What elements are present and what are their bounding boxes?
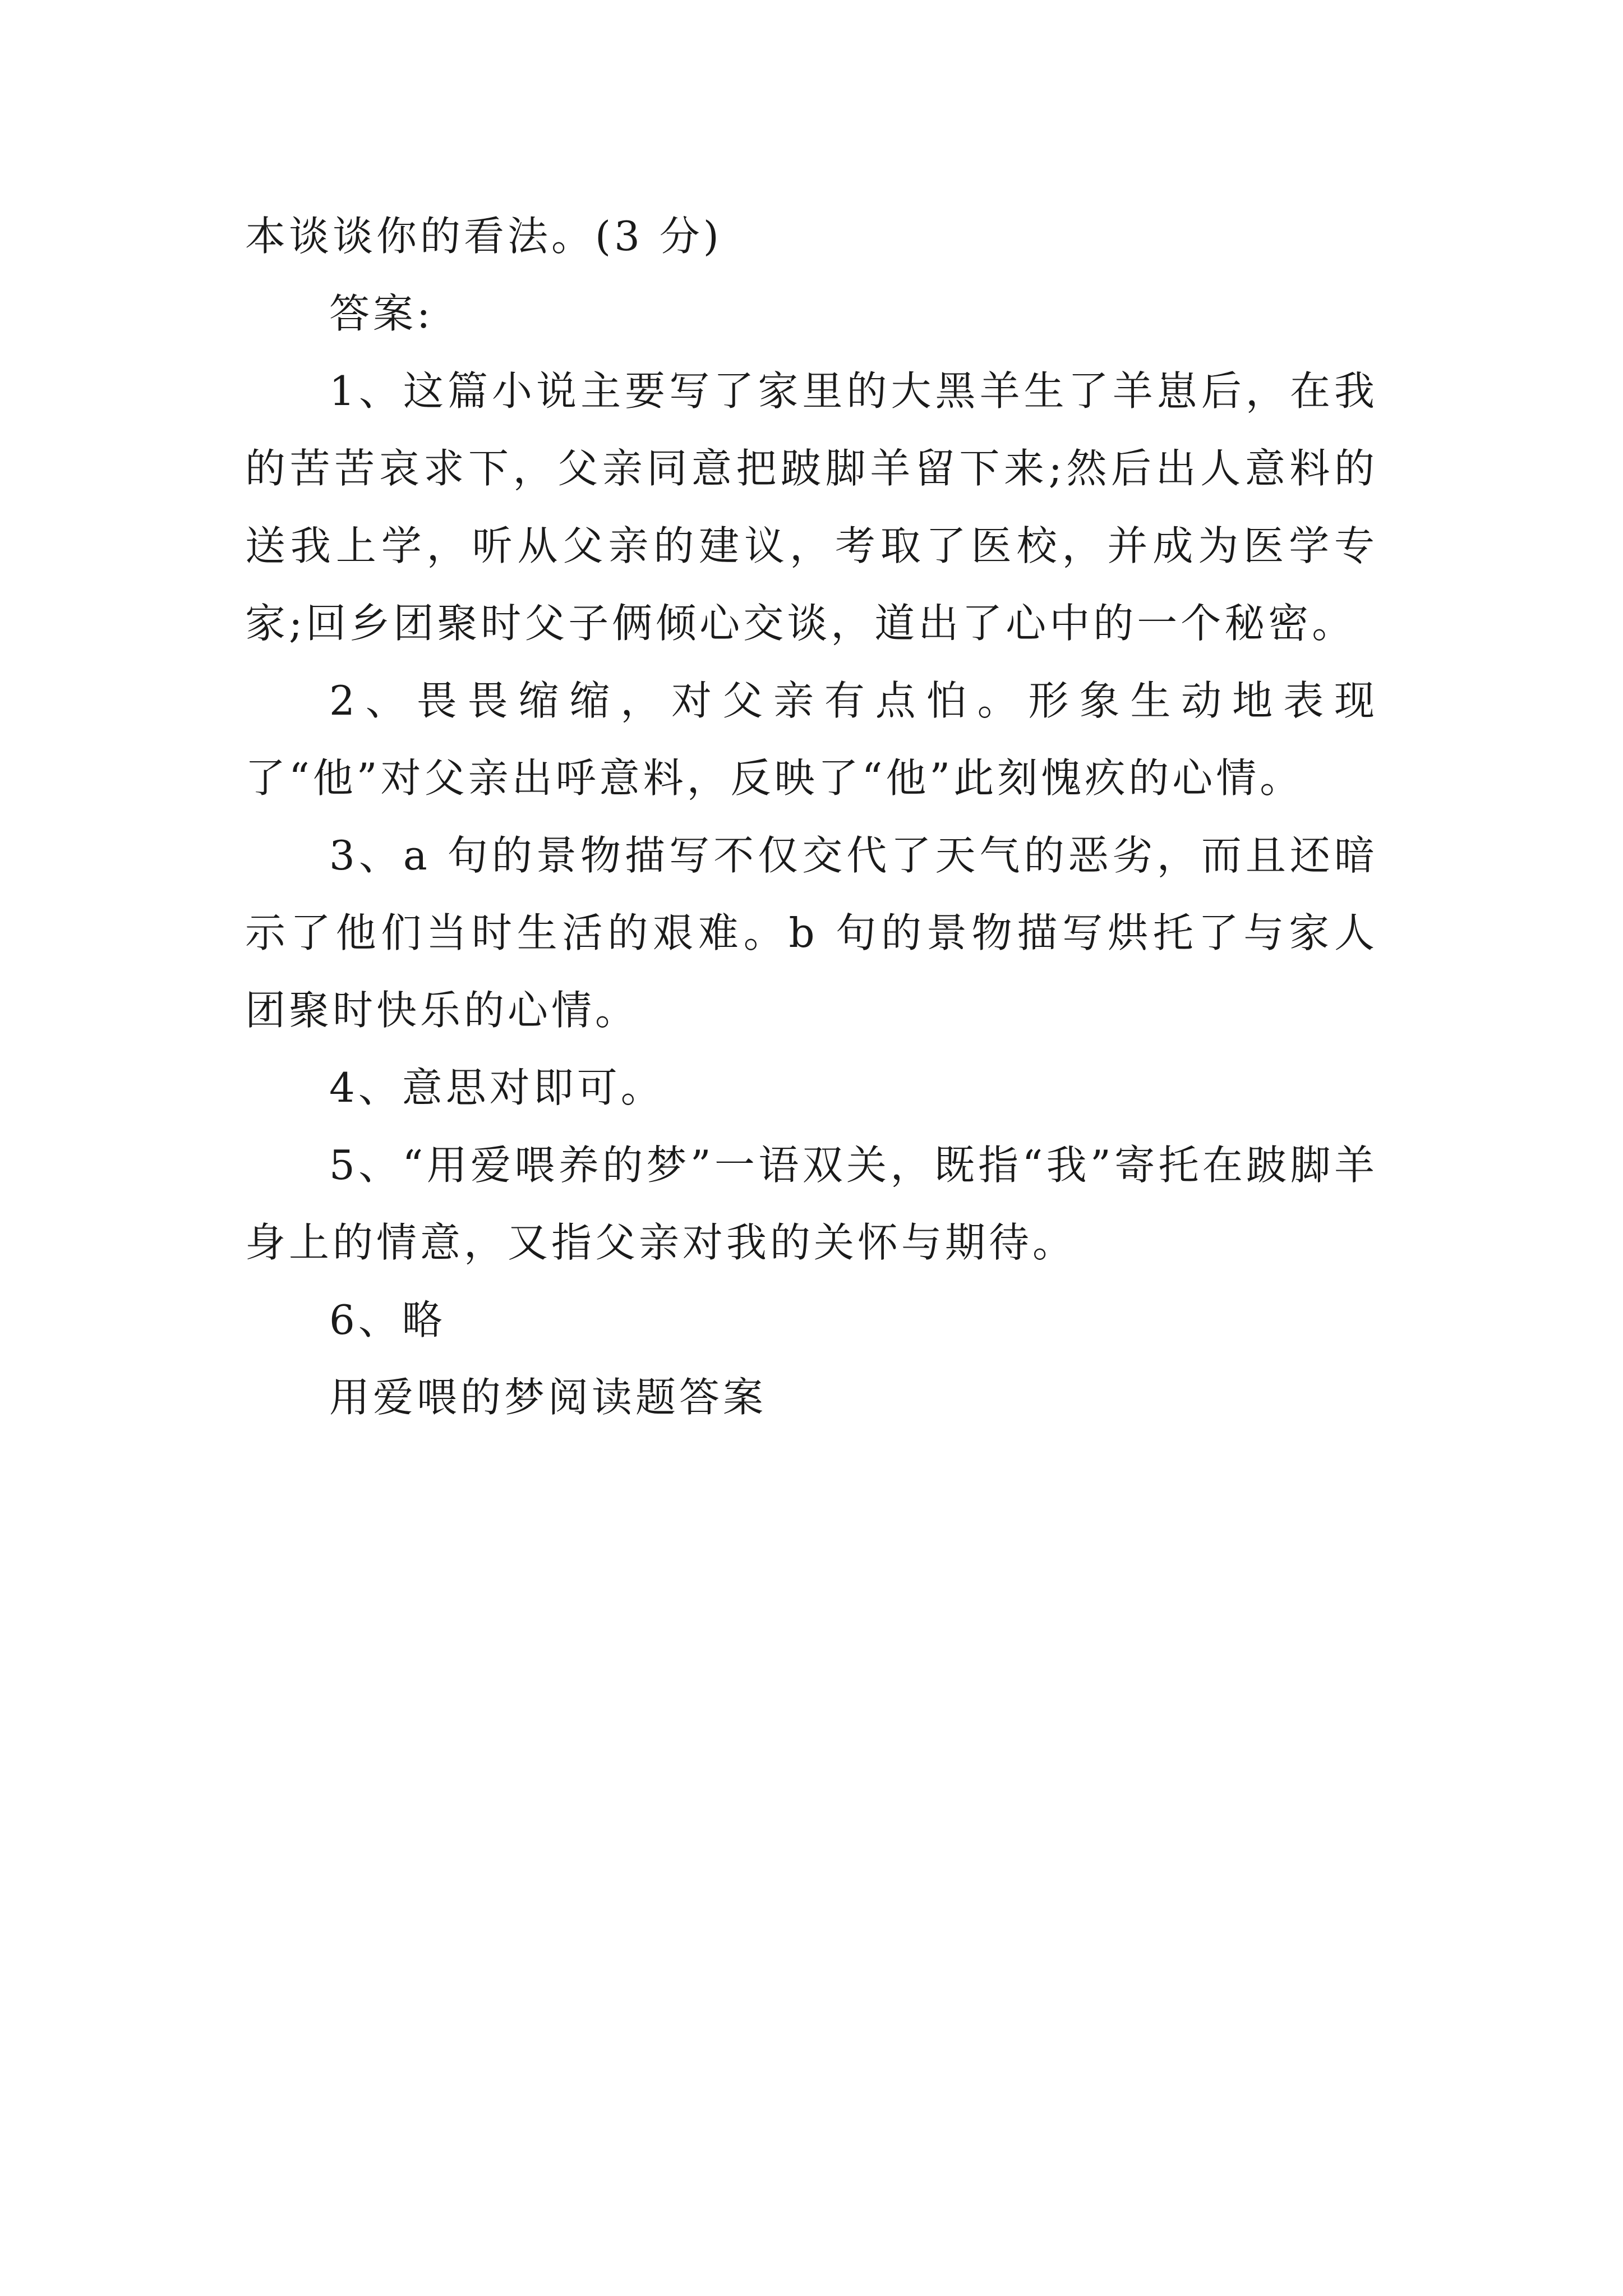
paragraph-answer-6: 6、略	[329, 1296, 446, 1343]
paragraph-answer-2: 2、畏畏缩缩，对父亲有点怕。形象生动地表现了“他”对父亲出呼意料，反映了“他”此刻愧疚的心情。	[245, 677, 1378, 802]
paragraph-answer-5: 5、“用爱喂养的梦”一语双关，既指“我”寄托在跛脚羊身上的情意，又指父亲对我的关怀与期待。	[245, 1142, 1378, 1266]
document-body	[245, 197, 1378, 1436]
paragraph-question-tail: 本谈谈你的看法。(3 分)	[245, 213, 722, 260]
paragraph-answer-3: 3、a 句的景物描写不仅交代了天气的恶劣，而且还暗示了他们当时生活的艰难。b 句的景物描写烘托了与家人团聚时快乐的心情。	[245, 832, 1378, 1034]
paragraph-answer-1: 1、这篇小说主要写了家里的大黑羊生了羊崽后，在我的苦苦哀求下，父亲同意把跛脚羊留下来;然后出人意料的送我上学，听从父亲的建议，考取了医校，并成为医学专家;回乡团聚时父子俩倾心交谈，道出了心中的一个秘密。	[245, 367, 1378, 647]
paragraph-answer-heading: 答案:	[329, 290, 434, 337]
paragraph-footer-title: 用爱喂的梦阅读题答案	[329, 1374, 767, 1421]
paragraph-answer-4: 4、意思对即可。	[329, 1064, 665, 1111]
